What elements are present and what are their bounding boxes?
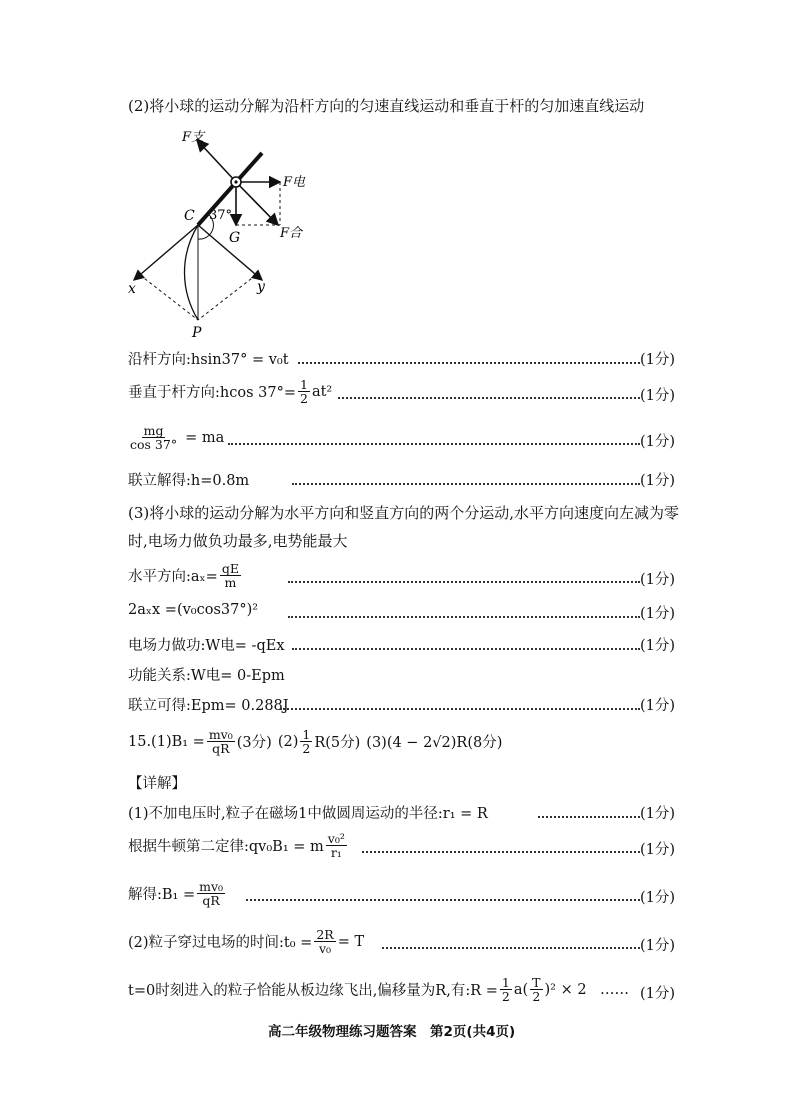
score: (1分)	[640, 842, 676, 858]
leader-dots	[288, 581, 640, 583]
score: (1分)	[640, 434, 676, 450]
q15-a2-prefix: (2)	[277, 733, 299, 750]
score: (1分)	[640, 938, 676, 954]
leader-dots	[298, 362, 640, 364]
leader-dots	[362, 851, 640, 853]
denominator: qR	[202, 893, 220, 909]
p3-eq4: 功能关系:W电= 0-Epm	[128, 668, 285, 684]
fraction	[197, 880, 225, 907]
q15-answer	[128, 728, 502, 755]
score: (1分)	[640, 572, 676, 588]
q15-d4-prefix: (2)粒子穿过电场的时间:t₀ =	[128, 935, 313, 952]
fraction	[500, 976, 512, 1003]
numerator: 1	[501, 975, 510, 990]
p2-eq3-suffix: = ma	[185, 429, 225, 446]
label-f-electric: F电	[283, 175, 306, 190]
q15-d5	[128, 976, 587, 1003]
score: (1分)	[640, 388, 676, 404]
fraction	[300, 728, 312, 755]
force-diagram	[110, 115, 450, 345]
score: (1分)	[640, 352, 676, 368]
ball-center	[234, 180, 237, 183]
p3-eq3: 电场力做功:W电= -qEx	[128, 638, 285, 654]
label-angle: 37°	[209, 208, 233, 223]
q15-d5-prefix: t=0时刻进入的粒子恰能从板边缘飞出,偏移量为R,有:R =	[128, 983, 498, 1000]
fraction	[207, 728, 235, 755]
q15-a2-suffix: R(5分)	[314, 735, 361, 752]
page-footer: 高二年级物理练习题答案 第2页(共4页)	[268, 1024, 516, 1040]
leader-dots	[382, 947, 640, 949]
score: (1分)	[640, 698, 676, 714]
leader-dots	[228, 443, 640, 445]
part2-intro: (2)将小球的运动分解为沿杆方向的匀速直线运动和垂直于杆的匀加速直线运动	[128, 97, 645, 115]
numerator: mv₀	[199, 879, 224, 894]
p2-eq1: 沿杆方向:hsin37° = v₀t	[128, 352, 289, 368]
p3-eq1	[128, 562, 243, 589]
denominator: qR	[212, 741, 230, 757]
leader-dots	[538, 816, 640, 818]
fraction	[298, 378, 310, 405]
leader-dots	[292, 483, 640, 485]
denominator: m	[224, 575, 237, 591]
label-p: P	[192, 325, 202, 341]
p3-intro-1: (3)将小球的运动分解为水平方向和竖直方向的两个分运动,水平方向速度向左减为零	[128, 504, 680, 522]
x-axis-line	[134, 225, 198, 280]
denominator: 2	[299, 391, 308, 407]
score: (1分)	[640, 986, 676, 1002]
q15-a3: (3)(4 − 2√2)R(8分)	[366, 735, 503, 752]
leader-dots	[288, 616, 640, 618]
p3-eq1-prefix: 水平方向:aₓ=	[128, 569, 218, 586]
p3-eq5: 联立可得:Epm= 0.288J	[128, 698, 289, 714]
trajectory-curve	[185, 225, 199, 320]
label-f-support: F支	[182, 130, 205, 145]
numerator: 1	[299, 377, 308, 392]
q15-d3-prefix: 解得:B₁ =	[128, 887, 196, 904]
p2-eq2-prefix: 垂直于杆方向:hcos 37°=	[128, 385, 296, 402]
fraction	[314, 928, 335, 955]
numerator: 1	[302, 727, 311, 742]
fraction	[128, 424, 179, 451]
denominator: r₁	[330, 845, 342, 861]
numerator: mg	[143, 423, 164, 438]
f-support-arrow	[197, 140, 236, 182]
p2-eq2	[128, 378, 332, 405]
detail-header: 【详解】	[128, 776, 186, 792]
fraction	[220, 562, 241, 589]
numerator: v₀²	[327, 831, 345, 846]
denominator: 2	[302, 741, 311, 757]
p3-eq2: 2aₓx =(v₀cos37°)²	[128, 602, 259, 618]
denominator: 2	[532, 989, 541, 1005]
denominator: v₀	[318, 941, 332, 957]
denominator: cos 37°	[130, 437, 178, 453]
label-g: G	[229, 230, 241, 246]
score: (1分)	[640, 606, 676, 622]
fraction	[530, 976, 542, 1003]
q15-d2-prefix: 根据牛顿第二定律:qv₀B₁ = m	[128, 839, 324, 856]
score: (1分)	[640, 890, 676, 906]
p3-intro-2: 时,电场力做负功最多,电势能最大	[128, 532, 348, 550]
leader-dots	[246, 899, 640, 901]
denominator: 2	[501, 989, 510, 1005]
label-x: x	[128, 281, 136, 297]
label-f-combined: F合	[280, 226, 303, 241]
score: (1分)	[640, 806, 676, 822]
fraction	[326, 832, 347, 859]
numerator: T	[532, 975, 541, 990]
q15-d4-suffix: = T	[337, 933, 365, 950]
label-c: C	[184, 208, 195, 224]
label-y: y	[257, 279, 265, 295]
q15-d5-suffix: )² × 2	[544, 981, 587, 998]
numerator: mv₀	[208, 727, 233, 742]
numerator: qE	[221, 561, 239, 576]
p2-eq2-suffix: at²	[311, 383, 333, 400]
q15-d2	[128, 832, 349, 859]
q15-d5-dots: ……	[600, 982, 629, 998]
q15-prefix: 15.(1)B₁ =	[128, 733, 205, 750]
q15-d1: (1)不加电压时,粒子在磁场1中做圆周运动的半径:r₁ = R	[128, 806, 488, 822]
score: (1分)	[640, 473, 676, 489]
leader-dots	[280, 708, 640, 710]
dashed-line	[198, 275, 256, 320]
q15-d3	[128, 880, 227, 907]
numerator: 2R	[316, 927, 334, 942]
score: (1分)	[640, 638, 676, 654]
dashed-line	[140, 275, 198, 320]
q15-a1-score: (3分)	[236, 735, 272, 752]
leader-dots	[292, 648, 640, 650]
f-combined-arrow	[236, 182, 278, 225]
q15-d5-mid: a(	[513, 981, 529, 998]
p2-eq4: 联立解得:h=0.8m	[128, 473, 250, 489]
leader-dots	[338, 397, 640, 399]
q15-d4	[128, 928, 364, 955]
p2-eq3	[126, 424, 224, 451]
